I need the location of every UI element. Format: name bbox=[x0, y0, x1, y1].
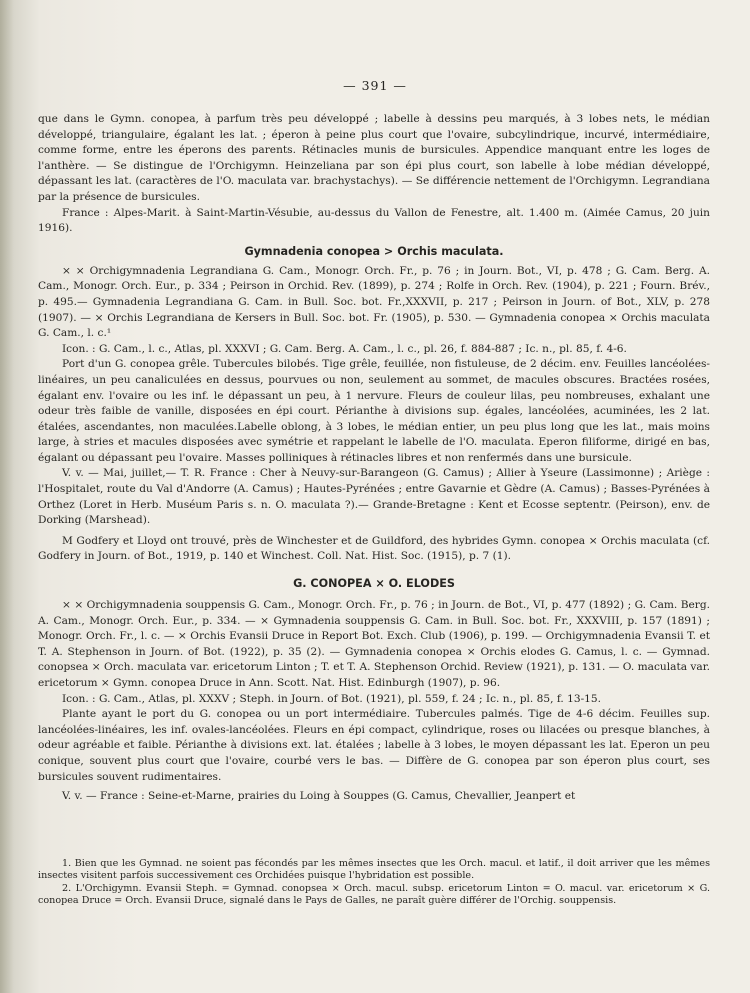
footnote-2: 2. L'Orchigymn. Evansii Steph. = Gymnad. conopsea × Orch. macul. subsp. ericetorum Linton = O. macul. var. ericetorum × G. conopea Druce = Orch. Evansii Druce, signalé dans le Pays de Galles, ne paraît guère différer de l'Orchig. souppensis. bbox=[38, 882, 710, 907]
paragraph-description-2: Plante ayant le port du G. conopea ou un port intermédiaire. Tubercules palmés. Tige de 4-6 décim. Feuilles sup. lancéolées-linéaires, les inf. ovales-lancéolées. Fleurs en épi compact, cylindrique, roses ou lilacées ou presque blanches, à odeur agréable et faible. Périanthe à divisions ext. lat. étalées ; labelle à 3 lobes, le moyen dépassant les lat. Eperon un peu conique, souvent plus court que l'ovaire, courbé vers le bas. — Diffère de G. conopea par son éperon plus court, ses bursicules souvent rudimentaires. bbox=[38, 708, 710, 783]
paragraph-description-1: Port d'un G. conopea grêle. Tubercules bilobés. Tige grêle, feuillée, non fistuleuse, de 2 décim. env. Feuilles lancéolées-linéaires, un peu canaliculées en dessus, pourvues ou non, seulement au sommet, de macules obscures. Bractées rosées, égalant env. l'ovaire ou les inf. le dépassant un peu, à 1 nervure. Fleurs de couleur lilas, peu nombreuses, exhalant une odeur très faible de vanille, disposées en épi court. Périanthe à divisions sup. égales, lancéolées, acuminées, les 2 lat. étalées, ascendantes, non maculées.Labelle oblong, à 3 lobes, le médian entier, un peu plus long que les lat., mais moins large, à stries et macules disposées avec symétrie et rappelant le labelle de l'O. maculata. Eperon filiforme, dirigé en bas, égalant ou dépassant peu l'ovaire. Masses polliniques à rétinacles libres et non renfermés dans une bursicule. bbox=[38, 358, 710, 464]
paragraph-synonymy-2: × × Orchigymnadenia souppensis G. Cam., Monogr. Orch. Fr., p. 76 ; in Journ. de Bot., VI, p. 477 (1892) ; G. Cam. Berg. A. Cam., Monogr. Orch. Eur., p. 334. — × Gymnadenia souppensis G. Cam. in Bull. Soc. bot. Fr., XXXVIII, p. 157 (1891) ; Monogr. Orch. Fr., l. c. — × Orchis Evansii Druce in Report Bot. Exch. Club (1906), p. 199. — Orchigymnadenia Evansii T. et T. A. Stephenson in Journ. of Bot. (1922), p. 35 (2). — Gymnadenia conopea × Orchis elodes G. Camus, l. c. — Gymnad. conopsea × Orch. maculata var. ericetorum Linton ; T. et T. A. Stephenson Orchid. Review (1921), p. 131. — O. maculata var. ericetorum × Gymn. conopea Druce in Ann. Scott. Nat. Hist. Edinburgh (1907), p. 96. bbox=[38, 599, 710, 689]
paragraph-icon-2: Icon. : G. Cam., Atlas, pl. XXXV ; Steph. in Journ. of Bot. (1921), pl. 559, f. 24 ; Ic. n., pl. 85, f. 13-15. bbox=[62, 692, 602, 705]
main-text bbox=[38, 112, 710, 805]
footnote-1: 1. Bien que les Gymnad. ne soient pas fécondés par les mêmes insectes que les Orch. macul. et latif., il doit arriver que les mêmes insectes visitent parfois successivement ces Orchidées puisque l'hybridation est possible. bbox=[38, 858, 710, 882]
paragraph-note-1: M Godfery et Lloyd ont trouvé, près de Winchester et de Guildford, des hybrides Gymn. conopea × Orchis maculata (cf. Godfery in Journ. of Bot., 1919, p. 140 et Winchest. Coll. Nat. Hist. Soc. (1915), p. 7 (1). bbox=[38, 534, 710, 563]
paragraph-intro: que dans le Gymn. conopea, à parfum très peu développé ; labelle à dessins peu marqués, à 3 lobes nets, le médian développé, triangulaire, égalant les lat. ; éperon à peine plus court que l'ovaire, subcylindrique, incurvé, intermédiaire, comme forme, entre les éperons des parents. Rétinacles munis de bursicules. Appendice manquant entre les loges de l'anthère. — Se distingue de l'Orchigymn. Heinzeliana par son épi plus court, son labelle à lobe médian développé, dépassant les lat. (caractères de l'O. maculata var. brachystachys). — Se différencie nettement de l'Orchigymn. Legrandiana par la présence de bursicules. bbox=[38, 113, 710, 203]
paragraph-distribution-2: V. v. — France : Seine-et-Marne, prairies du Loing à Souppes (G. Camus, Chevallier, Jeanpert et bbox=[62, 790, 576, 803]
section-heading-2: G. CONOPEA × O. ELODES bbox=[293, 577, 455, 591]
paragraph-icon-1: Icon. : G. Cam., l. c., Atlas, pl. XXXVI ; G. Cam. Berg. A. Cam., l. c., pl. 26, f. 884-887 ; Ic. n., pl. 85, f. 4-6. bbox=[62, 342, 627, 355]
footnotes bbox=[38, 858, 710, 908]
page-number: — 391 — bbox=[343, 78, 407, 93]
paragraph-synonymy-1: × × Orchigymnadenia Legrandiana G. Cam., Monogr. Orch. Fr., p. 76 ; in Journ. Bot., VI, p. 478 ; G. Cam. Berg. A. Cam., Monogr. Orch. Eur., p. 334 ; Peirson in Orchid. Rev. (1899), p. 274 ; Rolfe in Orch. Rev. (1904), p. 221 ; Fourn. Brév., p. 495.— Gymnadenia Legrandiana G. Cam. in Bull. Soc. bot. Fr.,XXXVII, p. 217 ; Peirson in Journ. of Bot., XLV, p. 278 (1907). — × Orchis Legrandiana de Kersers in Bull. Soc. bot. Fr. (1905), p. 530. — Gymnadenia conopea × Orchis maculata G. Cam., l. c.¹ bbox=[38, 264, 710, 340]
section-heading-1: Gymnadenia conopea > Orchis maculata. bbox=[244, 244, 504, 258]
paragraph-locality-1: France : Alpes-Marit. à Saint-Martin-Vésubie, au-dessus du Vallon de Fenestre, alt. 1.400 m. (Aimée Camus, 20 juin 1916). bbox=[38, 206, 710, 235]
paragraph-distribution-1: V. v. — Mai, juillet,— T. R. France : Cher à Neuvy-sur-Barangeon (G. Camus) ; Allier à Yseure (Lassimonne) ; Ariège : l'Hospitalet, route du Val d'Andorre (A. Camus) ; Hautes-Pyrénées ; entre Gavarnie et Gèdre (A. Camus) ; Basses-Pyrénées à Orthez (Loret in Herb. Muséum Paris s. n. O. maculata ?).— Grande-Bretagne : Kent et Ecosse septentr. (Peirson), env. de Dorking (Marshead). bbox=[38, 467, 710, 527]
